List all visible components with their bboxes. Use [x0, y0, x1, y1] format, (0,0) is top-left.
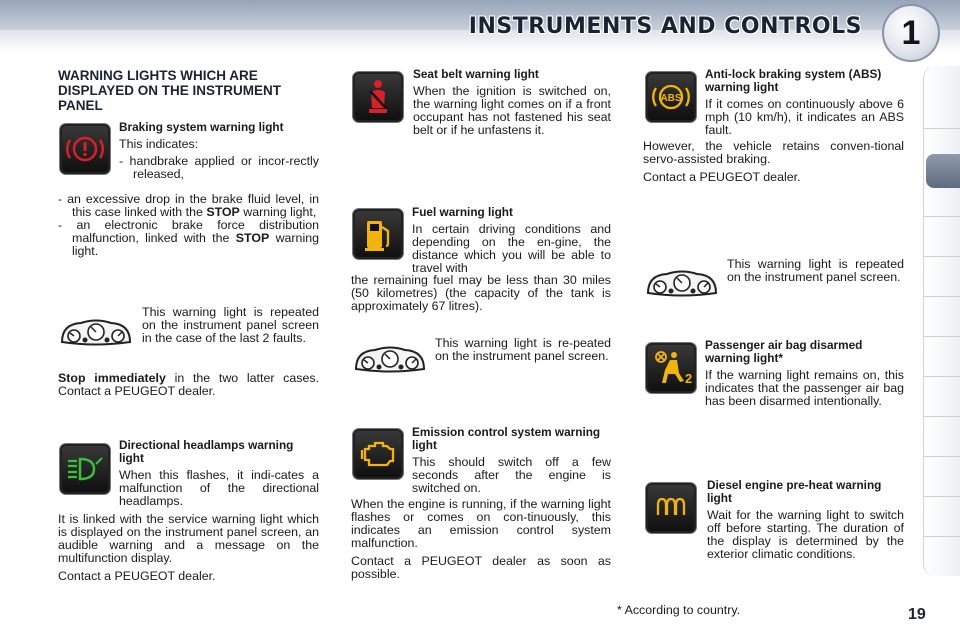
brake-item-text: - an excessive drop in the brake fluid level, in this case linked with the [58, 192, 319, 219]
preheat-warning-text: Wait for the warning light to switch off before starting. The duration of the display is determined by the exterior climatic conditions. [707, 508, 904, 561]
stop-keyword: STOP [235, 231, 270, 245]
emission-warning-title: Emission control system warning light [412, 425, 601, 452]
instrument-panel-icon [353, 343, 427, 375]
airbag-warning-text: If the warning light remains on, this indicates that the passenger air bag has been disarmed intentionally. [705, 368, 904, 408]
page-number: 19 [908, 606, 926, 623]
airbag-disarmed-icon [645, 342, 697, 394]
stop-immediately-text: in the two latter cases. Contact a PEUGEOT dealer. [58, 371, 319, 398]
chapter-tab-divider [924, 536, 960, 537]
abs-contact: Contact a PEUGEOT dealer. [643, 170, 801, 184]
abs-body-text: However, the vehicle retains conven-tional servo-assisted braking. [643, 139, 904, 166]
brake-warning-item: - handbrake applied or incor-rectly released, [119, 154, 319, 181]
fuel-warning-title: Fuel warning light [412, 205, 513, 219]
airbag-warning-block [705, 339, 904, 408]
fuel-warning-block [412, 206, 611, 275]
seatbelt-warning-block [413, 68, 611, 137]
brake-repeat-note: This warning light is repeated on the instrument panel screen in the case of the last 2 faults. [142, 305, 319, 345]
headlamp-warning-body [58, 513, 319, 583]
emission-body-text: When the engine is running, if the warning light flashes or comes on con-tinuously, this indicates an emission control system malfunction. [351, 497, 611, 550]
brake-item-text: - an electronic brake force distribution malfunction, linked with the [58, 218, 319, 245]
headlamp-warning-text: When this flashes, it indi-cates a malfunction of the directional headlamps. [119, 468, 319, 508]
brake-warning-item [58, 219, 319, 258]
emission-contact: Contact a PEUGEOT dealer as soon as possible. [351, 554, 611, 581]
chapter-number: 1 [882, 4, 940, 62]
preheat-warning-title: Diesel engine pre-heat warning light [707, 478, 882, 505]
headlamp-body-text: It is linked with the service warning light which is displayed on the instrument panel screen, an audible warning and a message on the multifunction display. [58, 512, 319, 565]
chapter-tab-divider [924, 416, 960, 417]
abs-warning-text: If it comes on continuously above 6 mph (10 km/h), it indicates an ABS fault. [705, 97, 904, 137]
page-header [0, 0, 960, 52]
emission-warning-block [412, 426, 611, 495]
section-heading: WARNING LIGHTS WHICH ARE DISPLAYED ON THE INSTRUMENT PANEL [58, 68, 282, 113]
seatbelt-warning-title: Seat belt warning light [413, 67, 539, 81]
fuel-repeat-note: This warning light is re-peated on the instrument panel screen. [435, 336, 611, 363]
fuel-warning-icon [352, 208, 404, 260]
chapter-tab-active[interactable] [926, 154, 960, 188]
stop-keyword: STOP [206, 205, 240, 219]
chapter-tab-divider [924, 128, 960, 129]
abs-warning-icon [645, 71, 697, 123]
svg-text:ABS: ABS [660, 93, 682, 104]
brake-item-text: warning light, [239, 205, 317, 219]
brake-warning-icon [59, 123, 111, 175]
brake-warning-intro: This indicates: [119, 137, 199, 151]
fuel-warning-text: In certain driving conditions and depending on the en-gine, the distance which you will be able to travel with [412, 222, 611, 275]
airbag-warning-title: Passenger air bag disarmed warning light* [705, 338, 863, 365]
footnote: * According to country. [617, 603, 741, 617]
seatbelt-warning-text: When the ignition is switched on, the warning light comes on if a front occupant has not fastened his seat belt or if he unfastens it. [413, 84, 611, 137]
emission-warning-body [351, 498, 611, 581]
instrument-panel-icon [59, 316, 133, 348]
chapter-tab-divider [924, 456, 960, 457]
seatbelt-warning-icon [352, 71, 404, 123]
chapter-tab-divider [924, 296, 960, 297]
brake-warning-title: Braking system warning light [119, 120, 284, 134]
brake-warning-block [119, 121, 319, 181]
brake-warning-list [58, 193, 319, 258]
engine-warning-icon [352, 428, 404, 480]
abs-warning-block [705, 68, 904, 137]
svg-text:2: 2 [685, 371, 693, 386]
chapter-tabs [923, 66, 960, 576]
stop-immediately-label: Stop immediately [58, 371, 166, 385]
abs-warning-title: Anti-lock braking system (ABS) warning light [705, 67, 882, 94]
stop-immediately-note [58, 372, 319, 398]
chapter-tab-divider [924, 256, 960, 257]
brake-item-text: warning light. [72, 231, 319, 258]
chapter-tab-divider [924, 496, 960, 497]
emission-warning-text: This should switch off a few seconds after the engine is switched on. [412, 455, 611, 495]
headlamp-warning-block [119, 439, 319, 508]
chapter-tab-divider [924, 376, 960, 377]
abs-warning-body [643, 140, 904, 184]
headlamp-warning-icon [59, 443, 111, 495]
preheat-warning-icon [645, 482, 697, 534]
headlamp-warning-title: Directional headlamps warning light [119, 438, 294, 465]
brake-warning-item [58, 193, 319, 219]
chapter-title: INSTRUMENTS AND CONTROLS [468, 14, 862, 39]
preheat-warning-block [707, 479, 904, 561]
instrument-panel-icon [645, 267, 719, 299]
fuel-warning-body: the remaining fuel may be less than 30 miles (50 kilometres) (the capacity of the tank is approximately 67 litres). [351, 273, 611, 313]
chapter-tab-divider [924, 216, 960, 217]
headlamp-contact: Contact a PEUGEOT dealer. [58, 569, 216, 583]
chapter-tab-divider [924, 336, 960, 337]
abs-repeat-note: This warning light is repeated on the instrument panel screen. [727, 257, 904, 284]
